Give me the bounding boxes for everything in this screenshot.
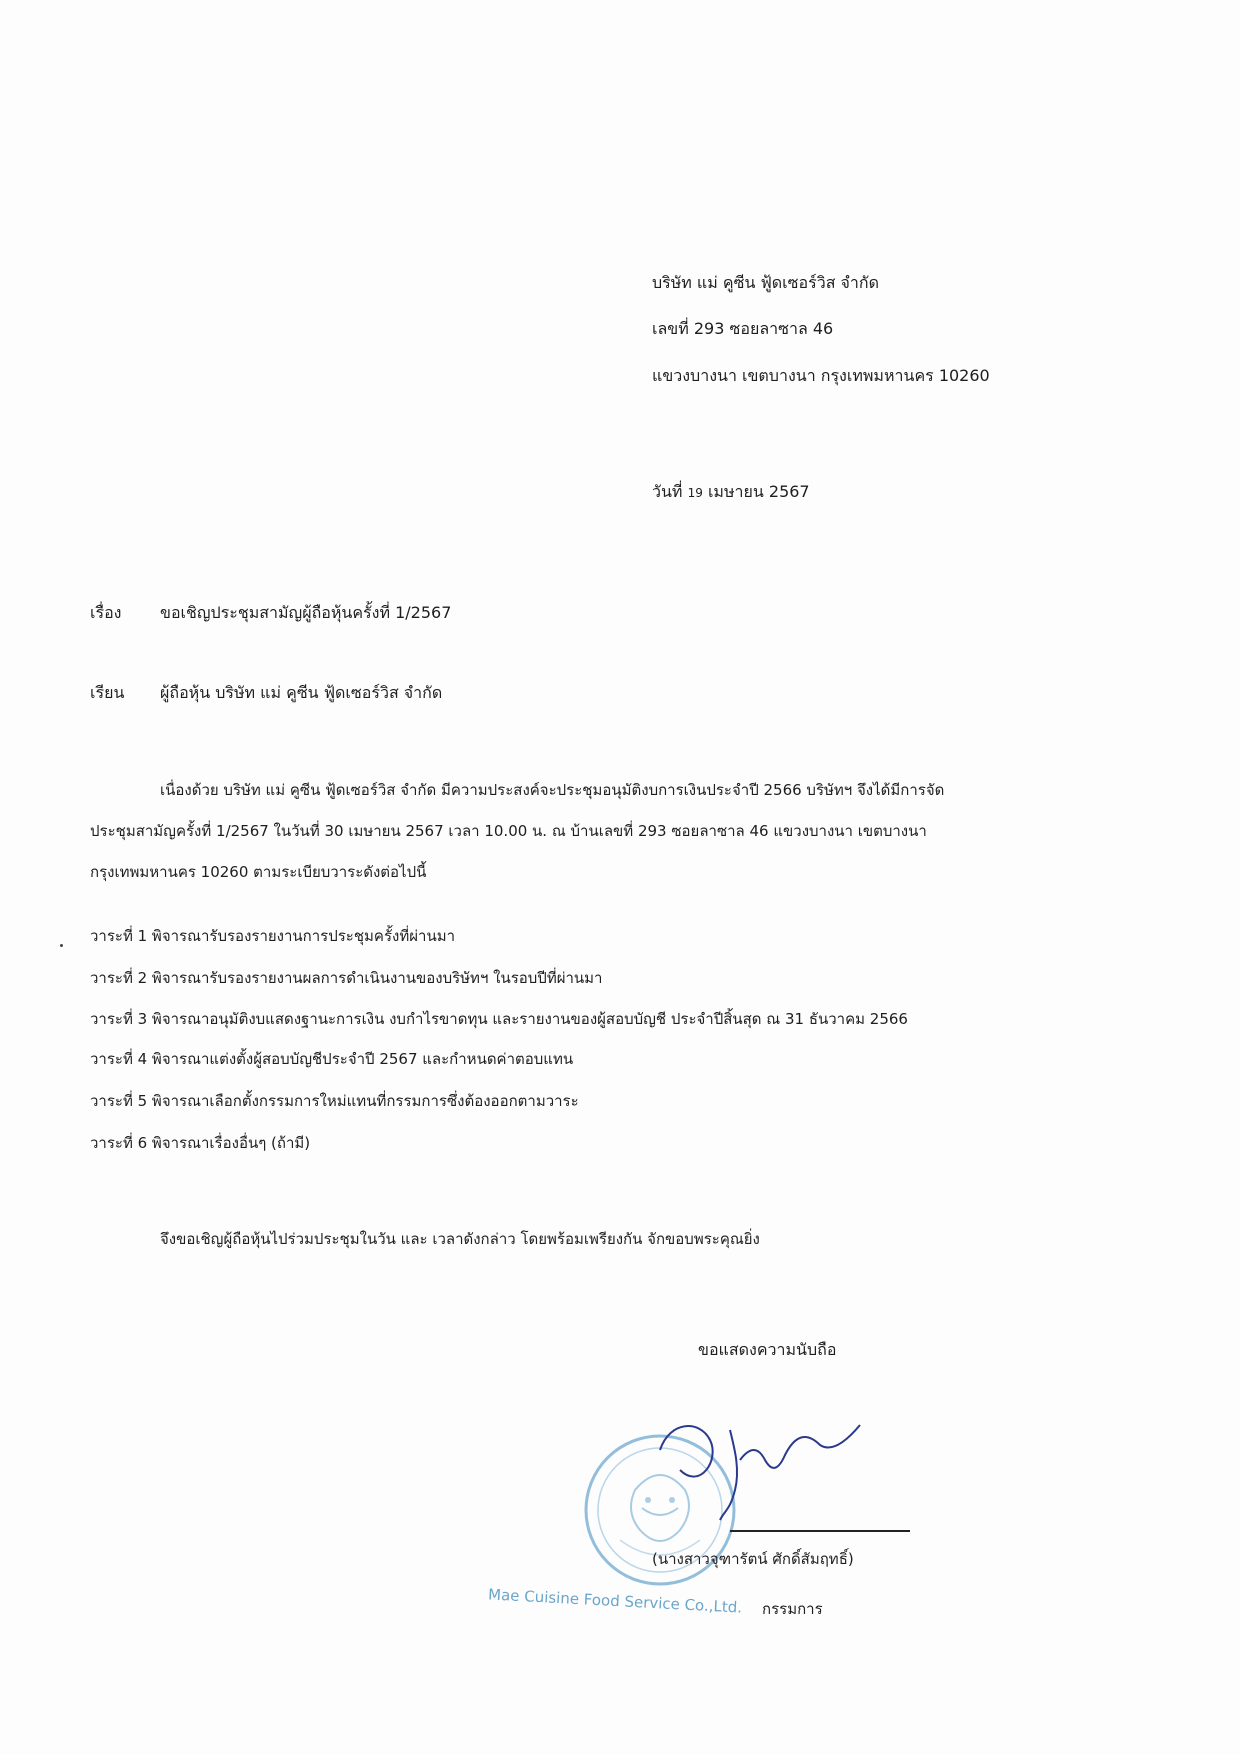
closing-invitation: จึงขอเชิญผู้ถือหุ้นไปร่วมประชุมในวัน และ เวลาดังกล่าว โดยพร้อมเพรียงกัน จักขอบพระคุณยิ่ง [160, 1230, 760, 1248]
company-address-line1: เลขที่ 293 ซอยลาซาล 46 [652, 319, 834, 338]
agenda-item-1: วาระที่ 1 พิจารณารับรองรายงานการประชุมครั้งที่ผ่านมา [90, 927, 456, 945]
company-stamp-text: Mae Cuisine Food Service Co.,Ltd. [487, 1585, 743, 1617]
date-day: 19 [687, 486, 703, 500]
agenda-item-2: วาระที่ 2 พิจารณารับรองรายงานผลการดำเนินงานของบริษัทฯ ในรอบปีที่ผ่านมา [90, 969, 603, 987]
signatory-title: กรรมการ [762, 1600, 823, 1618]
scan-speck [60, 944, 63, 947]
signature-line [730, 1530, 910, 1532]
agenda-item-6: วาระที่ 6 พิจารณาเรื่องอื่นๆ (ถ้ามี) [90, 1134, 311, 1152]
closing-regards: ขอแสดงความนับถือ [698, 1340, 837, 1359]
subject-text: ขอเชิญประชุมสามัญผู้ถือหุ้นครั้งที่ 1/2567 [160, 603, 452, 622]
agenda-item-4: วาระที่ 4 พิจารณาแต่งตั้งผู้สอบบัญชีประจำปี 2567 และกำหนดค่าตอบแทน [90, 1050, 574, 1068]
company-name: บริษัท แม่ คูซีน ฟู้ดเซอร์วิส จำกัด [652, 273, 879, 292]
body-line-3: กรุงเทพมหานคร 10260 ตามระเบียบวาระดังต่อไปนี้ [90, 863, 427, 881]
signatory-name: (นางสาวจุฑารัตน์ ศักดิ์สัมฤทธิ์) [652, 1550, 854, 1568]
date-prefix: วันที่ [652, 482, 683, 501]
agenda-item-5: วาระที่ 5 พิจารณาเลือกตั้งกรรมการใหม่แทนที่กรรมการซึ่งต้องออกตามวาระ [90, 1092, 579, 1110]
agenda-item-3: วาระที่ 3 พิจารณาอนุมัติงบแสดงฐานะการเงิน งบกำไรขาดทุน และรายงานของผู้สอบบัญชี ประจำปีสิ้นสุด ณ 31 ธันวาคม 2566 [90, 1010, 908, 1028]
subject-label: เรื่อง [90, 603, 122, 622]
letter-date [652, 481, 810, 504]
body-line-2: ประชุมสามัญครั้งที่ 1/2567 ในวันที่ 30 เมษายน 2567 เวลา 10.00 น. ณ บ้านเลขที่ 293 ซอยลาซาล 46 แขวงบางนา เขตบางนา [90, 822, 927, 840]
addressee-text: ผู้ถือหุ้น บริษัท แม่ คูซีน ฟู้ดเซอร์วิส จำกัด [160, 683, 443, 702]
handwritten-signature [640, 1410, 900, 1530]
date-month-year: เมษายน 2567 [707, 482, 810, 501]
body-line-1: เนื่องด้วย บริษัท แม่ คูซีน ฟู้ดเซอร์วิส จำกัด มีความประสงค์จะประชุมอนุมัติงบการเงินประจำปี 2566 บริษัทฯ จึงได้มีการจัด [160, 781, 945, 799]
company-address-line2: แขวงบางนา เขตบางนา กรุงเทพมหานคร 10260 [652, 366, 990, 385]
addressee-label: เรียน [90, 683, 125, 702]
